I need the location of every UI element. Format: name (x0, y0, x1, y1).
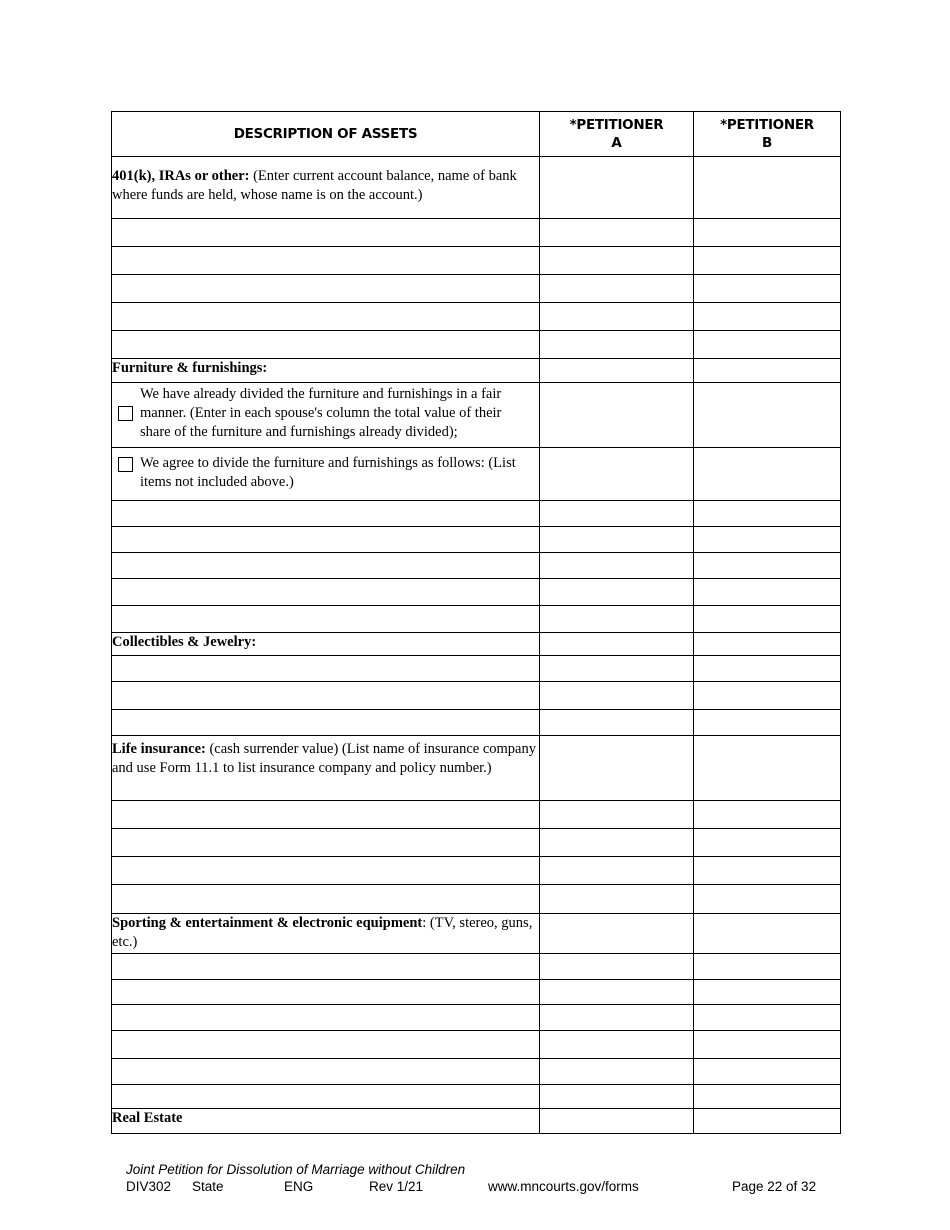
petitioner-b-cell[interactable] (694, 656, 841, 682)
section-row-life-insurance (112, 736, 841, 801)
section-retirement: 401(k), IRAs or other: (Enter current account balance, name of bank where funds are held, whose name is on the account.) (112, 157, 540, 219)
description-cell[interactable] (112, 247, 540, 275)
petitioner-a-cell[interactable] (540, 736, 694, 801)
description-cell[interactable] (112, 501, 540, 527)
table-row (112, 247, 841, 275)
petitioner-b-cell[interactable] (694, 247, 841, 275)
description-cell[interactable] (112, 980, 540, 1005)
furniture-option-row (112, 448, 841, 501)
petitioner-a-cell[interactable] (540, 954, 694, 980)
petitioner-a-cell[interactable] (540, 1059, 694, 1085)
section-row-sporting (112, 914, 841, 954)
petitioner-b-cell[interactable] (694, 1031, 841, 1059)
petitioner-b-cell[interactable] (694, 980, 841, 1005)
petitioner-b-cell[interactable] (694, 857, 841, 885)
petitioner-b-cell[interactable] (694, 954, 841, 980)
table-row (112, 829, 841, 857)
description-cell[interactable] (112, 710, 540, 736)
table-row (112, 1005, 841, 1031)
description-cell[interactable] (112, 656, 540, 682)
petitioner-b-cell[interactable] (694, 885, 841, 914)
petitioner-a-cell[interactable] (540, 606, 694, 633)
section-row-furniture (112, 359, 841, 383)
description-cell[interactable] (112, 682, 540, 710)
petitioner-a-cell[interactable] (540, 501, 694, 527)
petitioner-a-cell[interactable] (540, 579, 694, 606)
petitioner-a-cell[interactable] (540, 247, 694, 275)
agree-to-divide-checkbox[interactable] (118, 457, 133, 472)
petitioner-a-cell[interactable] (540, 527, 694, 553)
table-row (112, 656, 841, 682)
petitioner-a-cell[interactable] (540, 303, 694, 331)
petitioner-a-cell[interactable] (540, 553, 694, 579)
section-real-estate: Real Estate (112, 1109, 540, 1134)
section-life-insurance: Life insurance: (cash surrender value) (List name of insurance company and use Form 11.1 to list insurance company and policy number.) (112, 736, 540, 801)
petitioner-b-cell[interactable] (694, 682, 841, 710)
petitioner-b-cell[interactable] (694, 1005, 841, 1031)
petitioner-a-cell[interactable] (540, 1031, 694, 1059)
description-cell[interactable] (112, 857, 540, 885)
petitioner-b-cell[interactable] (694, 1085, 841, 1109)
furniture-option-already-divided (112, 383, 540, 448)
table-row (112, 501, 841, 527)
table-row (112, 275, 841, 303)
petitioner-b-cell[interactable] (694, 1109, 841, 1134)
description-cell[interactable] (112, 1085, 540, 1109)
description-cell[interactable] (112, 606, 540, 633)
header-petitioner-b: *PETITIONER B (694, 112, 841, 157)
petitioner-b-cell[interactable] (694, 359, 841, 383)
petitioner-a-cell[interactable] (540, 710, 694, 736)
petitioner-b-cell[interactable] (694, 527, 841, 553)
petitioner-b-cell[interactable] (694, 914, 841, 954)
table-row (112, 1085, 841, 1109)
table-row (112, 1059, 841, 1085)
agree-to-divide-label: We agree to divide the furniture and furnishings as follows: (List items not included above.) (140, 455, 516, 490)
form-title: Joint Petition for Dissolution of Marriage without Children (126, 1162, 466, 1177)
petitioner-a-cell[interactable] (540, 359, 694, 383)
description-cell[interactable] (112, 1031, 540, 1059)
table-row (112, 954, 841, 980)
table-header-row (112, 112, 841, 157)
section-sporting: Sporting & entertainment & electronic equipment: (TV, stereo, guns, etc.) (112, 914, 540, 954)
table-row (112, 801, 841, 829)
header-description: DESCRIPTION OF ASSETS (112, 112, 540, 157)
petitioner-a-cell[interactable] (540, 682, 694, 710)
description-cell[interactable] (112, 829, 540, 857)
section-row-real-estate (112, 1109, 841, 1134)
description-cell[interactable] (112, 303, 540, 331)
petitioner-a-cell[interactable] (540, 383, 694, 448)
petitioner-b-cell[interactable] (694, 606, 841, 633)
table-row (112, 606, 841, 633)
table-row (112, 527, 841, 553)
petitioner-a-cell[interactable] (540, 331, 694, 359)
table-row (112, 579, 841, 606)
petitioner-b-cell[interactable] (694, 633, 841, 656)
petitioner-a-cell[interactable] (540, 448, 694, 501)
page-number: Page 22 of 32 (732, 1179, 817, 1194)
petitioner-b-cell[interactable] (694, 448, 841, 501)
petitioner-a-cell[interactable] (540, 980, 694, 1005)
petitioner-b-cell[interactable] (694, 157, 841, 219)
description-cell[interactable] (112, 275, 540, 303)
petitioner-b-cell[interactable] (694, 579, 841, 606)
petitioner-b-cell[interactable] (694, 801, 841, 829)
table-row (112, 710, 841, 736)
furniture-option-agree-to-divide (112, 448, 540, 501)
petitioner-b-cell[interactable] (694, 710, 841, 736)
table-row (112, 1031, 841, 1059)
section-row-collectibles (112, 633, 841, 656)
petitioner-a-cell[interactable] (540, 857, 694, 885)
table-row (112, 553, 841, 579)
description-cell[interactable] (112, 331, 540, 359)
petitioner-a-cell[interactable] (540, 656, 694, 682)
petitioner-b-cell[interactable] (694, 219, 841, 247)
furniture-option-row (112, 383, 841, 448)
header-petitioner-a: *PETITIONER A (540, 112, 694, 157)
table-row (112, 682, 841, 710)
petitioner-b-cell[interactable] (694, 736, 841, 801)
description-cell[interactable] (112, 801, 540, 829)
petitioner-b-cell[interactable] (694, 829, 841, 857)
petitioner-a-cell[interactable] (540, 801, 694, 829)
jurisdiction: State (192, 1179, 224, 1194)
table-row (112, 331, 841, 359)
description-cell[interactable] (112, 553, 540, 579)
petitioner-b-cell[interactable] (694, 303, 841, 331)
description-cell[interactable] (112, 1005, 540, 1031)
table-row (112, 980, 841, 1005)
petitioner-b-cell[interactable] (694, 383, 841, 448)
description-cell[interactable] (112, 579, 540, 606)
description-cell[interactable] (112, 527, 540, 553)
petitioner-a-cell[interactable] (540, 1109, 694, 1134)
table-row (112, 885, 841, 914)
petitioner-a-cell[interactable] (540, 275, 694, 303)
petitioner-b-cell[interactable] (694, 1059, 841, 1085)
table-row (112, 303, 841, 331)
description-cell[interactable] (112, 219, 540, 247)
section-furniture: Furniture & furnishings: (112, 359, 540, 383)
table-row (112, 857, 841, 885)
website-link[interactable]: www.mncourts.gov/forms (488, 1179, 639, 1194)
form-id: DIV302 (126, 1179, 172, 1194)
page-footer (126, 1162, 826, 1196)
table-row (112, 219, 841, 247)
petitioner-a-cell[interactable] (540, 633, 694, 656)
petitioner-a-cell[interactable] (540, 219, 694, 247)
description-cell[interactable] (112, 885, 540, 914)
petitioner-b-cell[interactable] (694, 275, 841, 303)
section-collectibles: Collectibles & Jewelry: (112, 633, 540, 656)
already-divided-checkbox[interactable] (118, 406, 133, 421)
petitioner-b-cell[interactable] (694, 331, 841, 359)
petitioner-a-cell[interactable] (540, 914, 694, 954)
assets-table (111, 111, 841, 1134)
footer-meta-line (126, 1179, 826, 1196)
section-row-retirement (112, 157, 841, 219)
petitioner-a-cell[interactable] (540, 1085, 694, 1109)
description-cell[interactable] (112, 954, 540, 980)
petitioner-a-cell[interactable] (540, 157, 694, 219)
already-divided-label: We have already divided the furniture and furnishings in a fair manner. (Enter in each spouse's column the total value of their share of the furniture and furnishings already divided); (140, 386, 502, 440)
description-cell[interactable] (112, 1059, 540, 1085)
petitioner-b-cell[interactable] (694, 553, 841, 579)
petitioner-a-cell[interactable] (540, 829, 694, 857)
petitioner-a-cell[interactable] (540, 1005, 694, 1031)
language: ENG (284, 1179, 314, 1194)
revision: Rev 1/21 (369, 1179, 424, 1194)
petitioner-b-cell[interactable] (694, 501, 841, 527)
petitioner-a-cell[interactable] (540, 885, 694, 914)
